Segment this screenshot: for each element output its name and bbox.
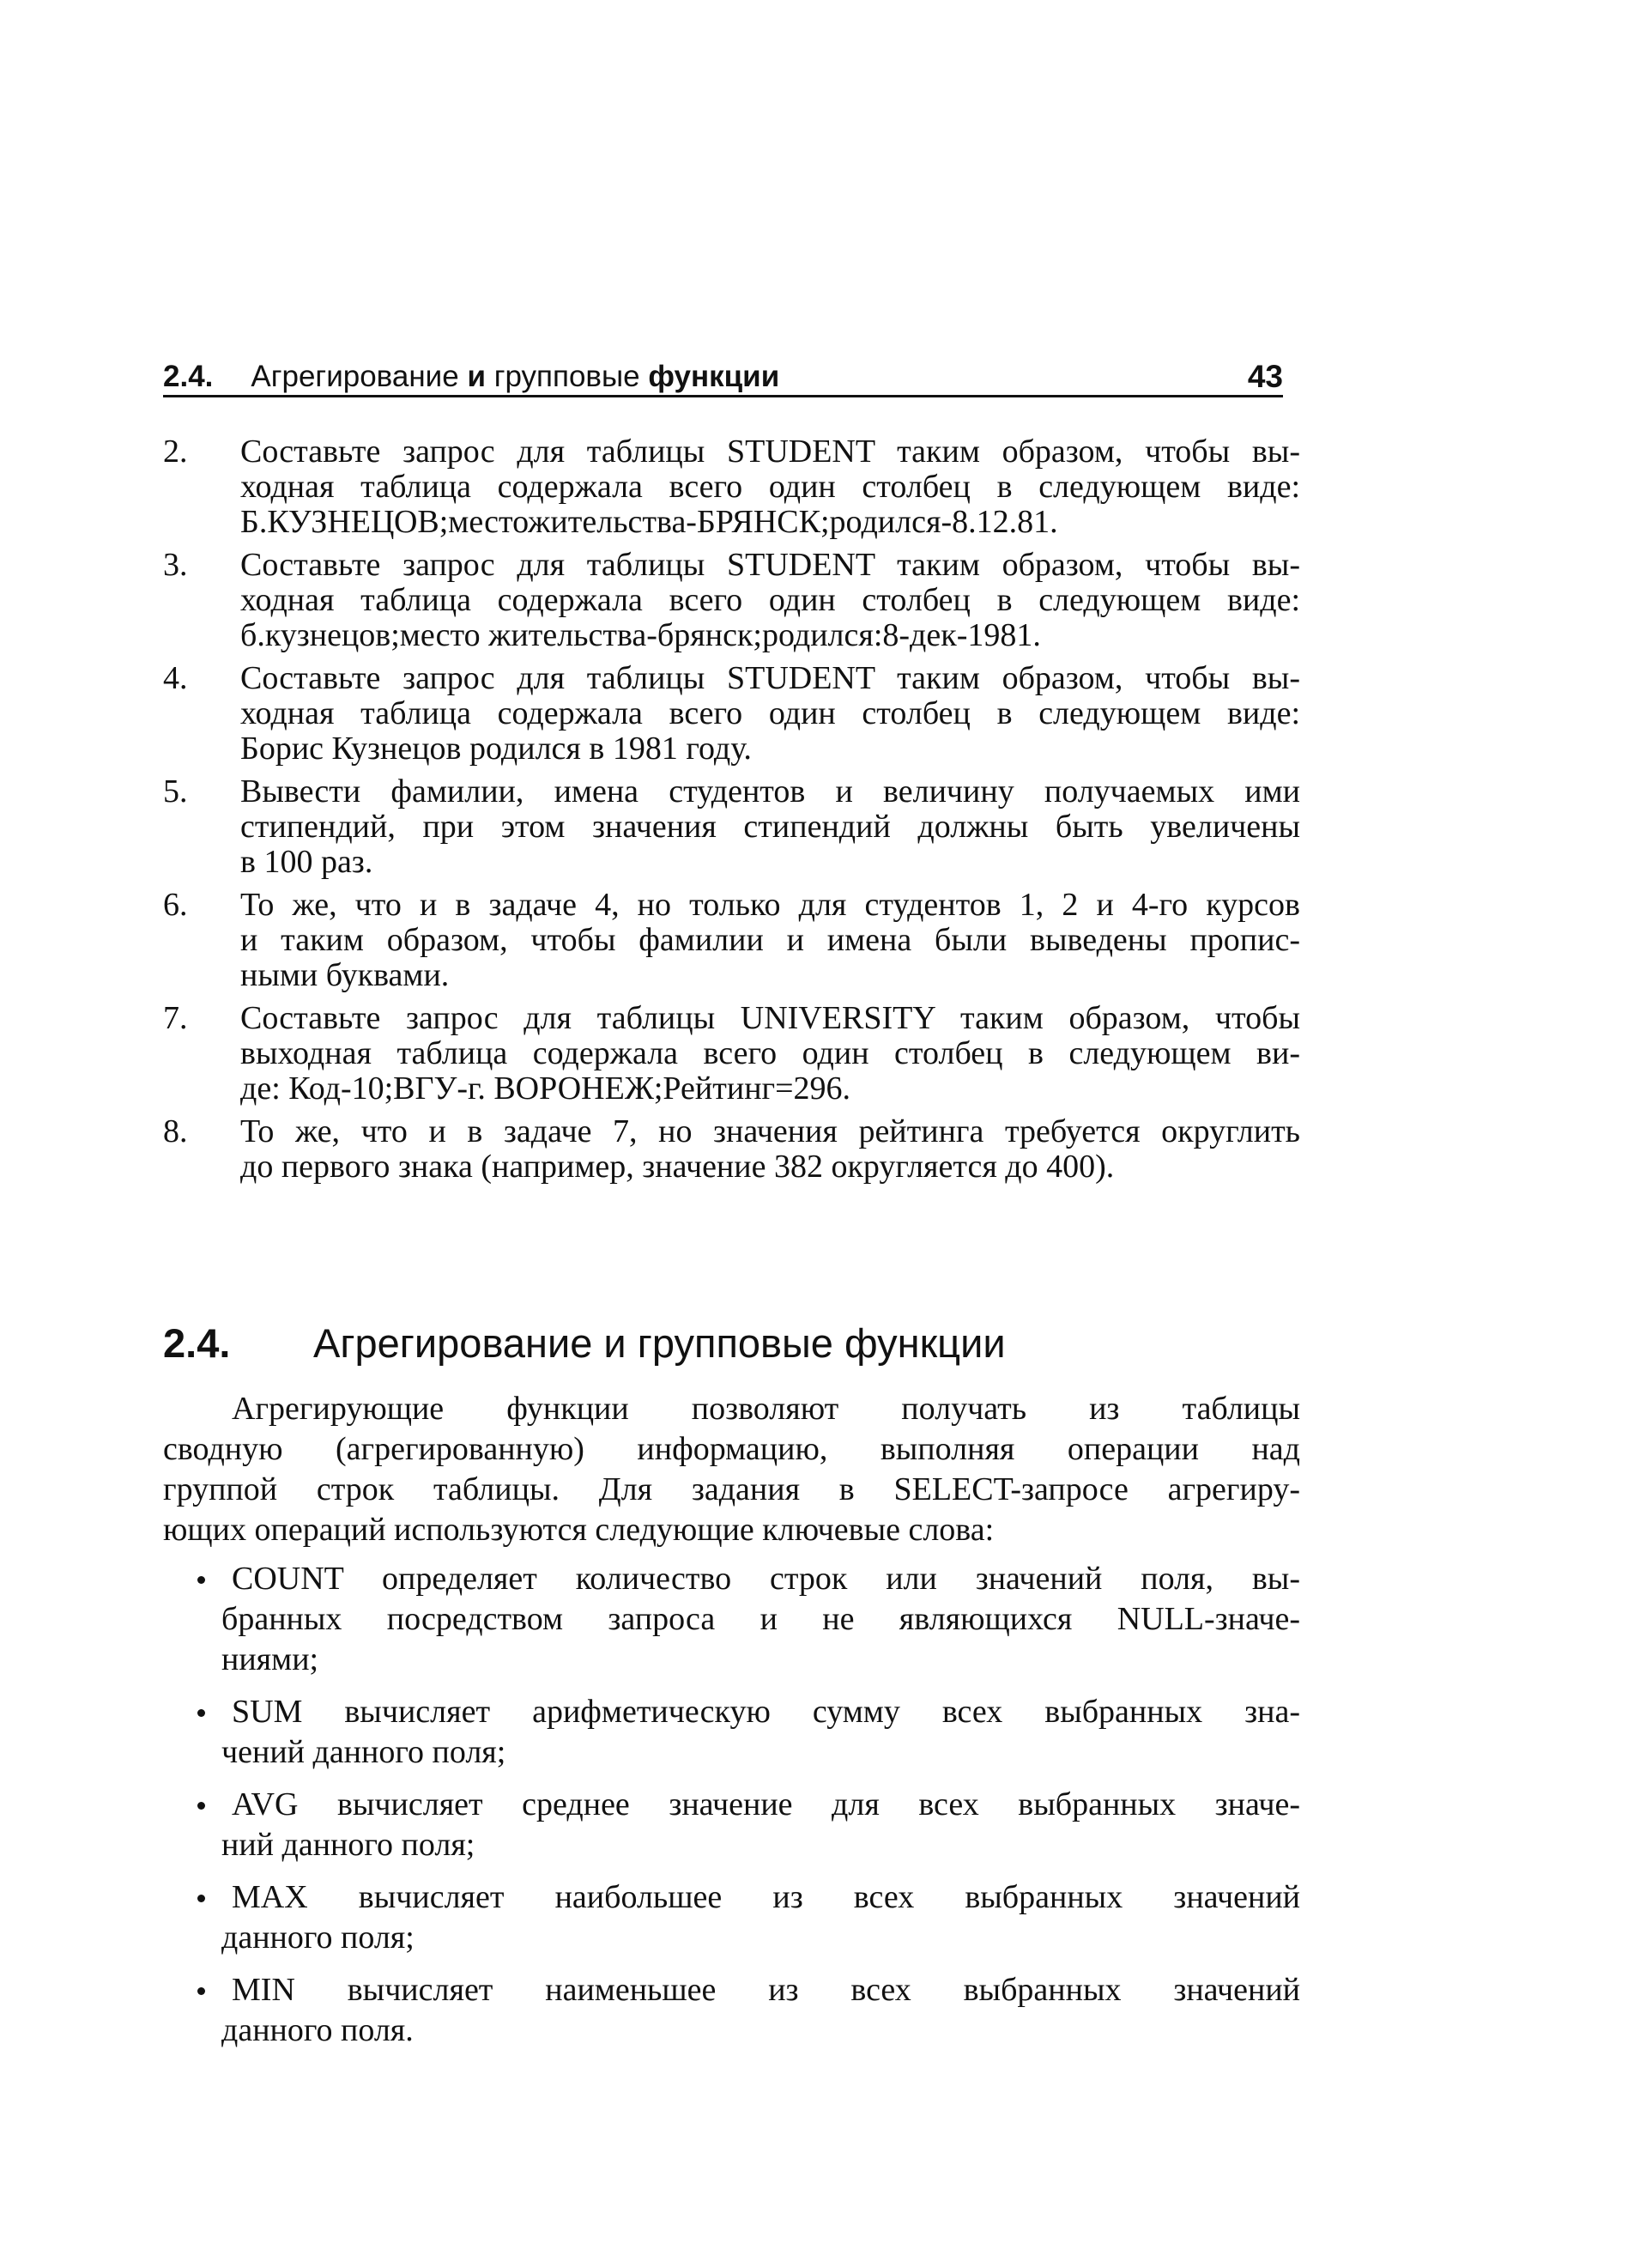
list-item-line: чений данного поля; <box>221 1734 506 1770</box>
list-item-line: данного поля. <box>221 2012 414 2048</box>
paragraph-line: сводную (агрегированную) информацию, выполняя операции над <box>163 1431 1300 1467</box>
list-item <box>163 1785 1300 1865</box>
task-number: 6. <box>163 887 188 923</box>
intro-paragraph <box>163 1389 1300 1550</box>
task-line: стипендий, при этом значения стипендий должны быть увеличены <box>240 809 1300 845</box>
paragraph-line: Агрегирующие функции позволяют получать из таблицы <box>232 1391 1300 1427</box>
task-line: Б.КУЗНЕЦОВ;местожительства-БРЯНСК;родился-8.12.81. <box>240 504 1058 540</box>
keyword-list <box>163 1559 1300 2051</box>
list-item <box>163 1559 1300 1680</box>
task-line: де: Код-10;ВГУ-г. ВОРОНЕЖ;Рейтинг=296. <box>240 1070 851 1107</box>
task-line: ходная таблица содержала всего один столбец в следующем виде: <box>240 582 1300 618</box>
task-line: и таким образом, чтобы фамилии и имена были выведены пропис- <box>240 922 1300 958</box>
section-body <box>163 1389 1300 2063</box>
task-list <box>163 434 1300 1192</box>
bullet-icon <box>197 1895 205 1902</box>
task-line: То же, что и в задаче 7, но значения рейтинга требуется округлить <box>240 1113 1300 1149</box>
task-number: 3. <box>163 547 188 583</box>
section-heading <box>163 1318 1006 1369</box>
bullet-icon <box>197 1709 205 1717</box>
list-item-line: MIN вычисляет наименьшее из всех выбранных значений <box>232 1972 1300 2008</box>
running-head-title-word2: и <box>467 360 486 393</box>
list-item-line: данного поля; <box>221 1919 415 1956</box>
running-head-title-word1: Агрегирование <box>251 360 459 393</box>
task-line: То же, что и в задаче 4, но только для студентов 1, 2 и 4-го курсов <box>240 887 1300 923</box>
task-line: Составьте запрос для таблицы STUDENT таким образом, чтобы вы- <box>240 547 1300 583</box>
running-head-title-word3: групповые <box>493 360 640 393</box>
task-item <box>163 661 1300 767</box>
list-item <box>163 1877 1300 1958</box>
section-number: 2.4. <box>163 1320 231 1366</box>
task-line: ходная таблица содержала всего один столбец в следующем виде: <box>240 695 1300 731</box>
task-item <box>163 434 1300 540</box>
task-line: выходная таблица содержала всего один столбец в следующем ви- <box>240 1035 1300 1071</box>
running-head-title-word4: функции <box>648 360 780 393</box>
task-item <box>163 888 1300 993</box>
list-item-line: ний данного поля; <box>221 1827 475 1863</box>
task-item <box>163 774 1300 880</box>
paragraph-line: ющих операций используются следующие ключевые слова: <box>163 1512 995 1548</box>
task-line: ными буквами. <box>240 957 450 993</box>
task-number: 8. <box>163 1113 188 1149</box>
task-number: 7. <box>163 1000 188 1036</box>
list-item-line: COUNT определяет количество строк или значений поля, вы- <box>232 1561 1300 1597</box>
bullet-icon <box>197 1987 205 1995</box>
task-item <box>163 1001 1300 1107</box>
list-item-line: AVG вычисляет среднее значение для всех выбранных значе- <box>232 1786 1300 1822</box>
task-line: Составьте запрос для таблицы STUDENT таким образом, чтобы вы- <box>240 434 1300 470</box>
task-line: Составьте запрос для таблицы STUDENT таким образом, чтобы вы- <box>240 660 1300 696</box>
task-number: 4. <box>163 660 188 696</box>
section-title: Агрегирование и групповые функции <box>313 1320 1006 1366</box>
task-number: 2. <box>163 434 188 470</box>
task-item <box>163 548 1300 653</box>
task-line: ходная таблица содержала всего один столбец в следующем виде: <box>240 469 1300 505</box>
running-head <box>163 359 1283 397</box>
paragraph-line: группой строк таблицы. Для задания в SELECT-запросе агрегиру- <box>163 1471 1300 1507</box>
task-line: б.кузнецов;место жительства-брянск;родился:8-дек-1981. <box>240 617 1041 653</box>
bullet-icon <box>197 1802 205 1810</box>
task-number: 5. <box>163 773 188 810</box>
page-number: 43 <box>1247 359 1283 394</box>
list-item-line: бранных посредством запроса и не являющихся NULL-значе- <box>221 1601 1300 1637</box>
list-item <box>163 1692 1300 1773</box>
task-line: до первого знака (например, значение 382 округляется до 400). <box>240 1149 1115 1185</box>
running-head-section: 2.4. <box>163 360 214 393</box>
list-item-line: SUM вычисляет арифметическую сумму всех выбранных зна- <box>232 1694 1300 1730</box>
bullet-icon <box>197 1576 205 1584</box>
task-line: Составьте запрос для таблицы UNIVERSITY таким образом, чтобы <box>240 1000 1300 1036</box>
list-item-line: MAX вычисляет наибольшее из всех выбранных значений <box>232 1879 1300 1915</box>
task-line: в 100 раз. <box>240 844 373 880</box>
task-line: Вывести фамилии, имена студентов и величину получаемых ими <box>240 773 1300 810</box>
list-item <box>163 1970 1300 2051</box>
list-item-line: ниями; <box>221 1641 319 1677</box>
task-item <box>163 1114 1300 1185</box>
task-line: Борис Кузнецов родился в 1981 году. <box>240 731 752 767</box>
